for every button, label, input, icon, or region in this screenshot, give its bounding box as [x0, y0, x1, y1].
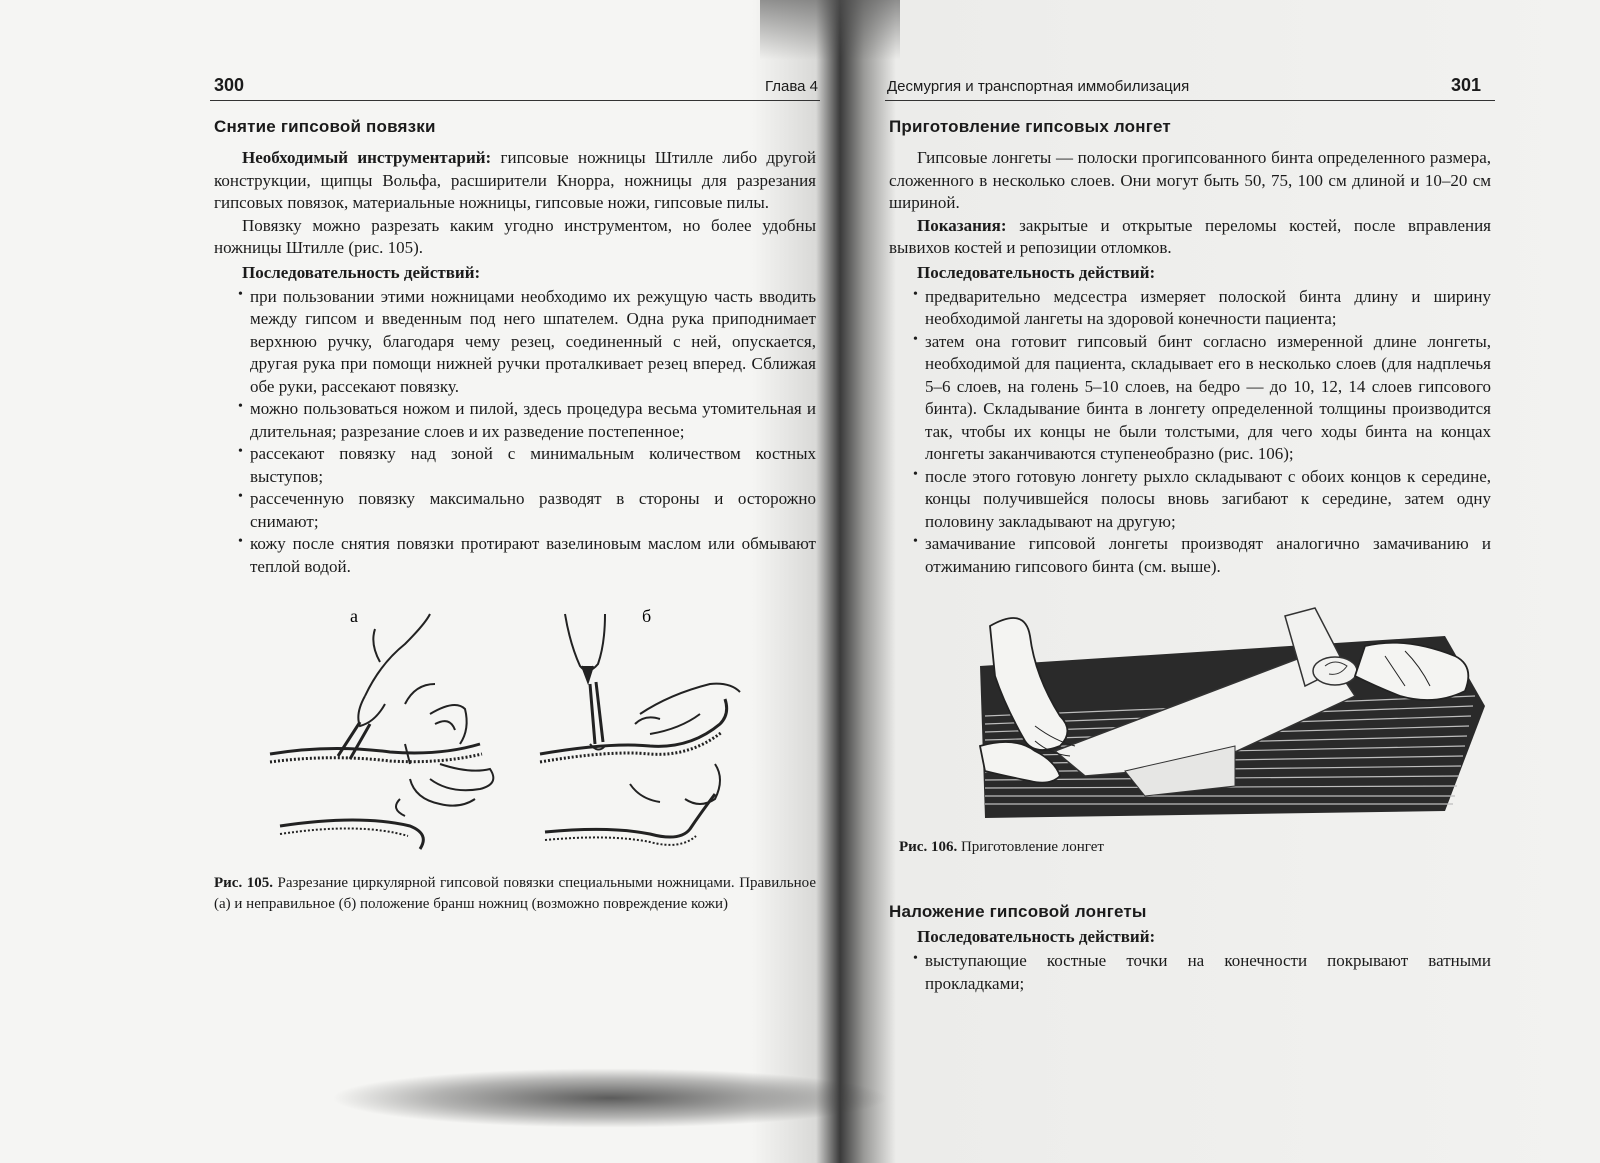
section-title: Приготовление гипсовых лонгет	[889, 117, 1171, 136]
list-item: • можно пользоваться ножом и пилой, здесь процедура весьма утомительная и длительная; разрезание слоев и их разведение постепенное;	[238, 398, 816, 443]
figure-105-illustration	[210, 604, 810, 859]
caption-text: Приготовление лонгет	[957, 839, 1104, 855]
paragraph-text: закрытые и открытые переломы костей, после вправления вывихов костей и репозиции отломков.	[889, 215, 1491, 257]
section-title-2: Наложение гипсовой лонгеты	[889, 902, 1147, 921]
list-item: • при пользовании этими ножницами необходимо их режущую часть вводить между гипсом и введенным под него шпателем. Одна рука приподнимает верхнюю ручку, благодаря чему резец, соединенный с ней, опускается, другая рука при помощи нижней ручки проталкивает резец вперед. Сближая обе руки, рассекают повязку.	[238, 286, 816, 399]
left-page	[210, 70, 820, 915]
left-page-header	[210, 70, 820, 101]
list-item: • замачивание гипсовой лонгеты производят аналогично замачиванию и отжиманию гипсового бинта (см. выше).	[913, 533, 1491, 578]
list-item: • рассекают повязку над зоной с минимальным количеством костных выступов;	[238, 443, 816, 488]
paragraph-lead: Необходимый инструментарий:	[242, 148, 492, 167]
page-number: 301	[1450, 75, 1481, 95]
gutter-top-shadow	[760, 0, 900, 60]
caption-label: Рис. 106.	[899, 839, 958, 855]
list-item: • затем она готовит гипсовый бинт согласно измеренной длине лонгеты, необходимой для пациента, складывает его в несколько слоев (для надплечья 5–6 слоев, на голень 5–10 слоев, на бедро — до 10, 12, 14 слоев гипсового бинта). Складывание бинта в лонгету определенной толщины производится так, чтобы их концы не были толстыми, для чего ходы бинта на концах лонгеты заканчиваются ступенеобразно (рис. 106);	[913, 331, 1491, 466]
bullet-list	[210, 286, 820, 579]
bullet-list	[885, 286, 1495, 579]
caption-label: Рис. 105.	[214, 875, 273, 891]
figure-106-caption	[885, 837, 1495, 858]
caption-text: Разрезание циркулярной гипсовой повязки специальными ножницами. Правильное (а) и неправильное (б) положение бранш ножниц (возможно повреждение кожи)	[214, 875, 816, 912]
figure-106-illustration	[885, 596, 1485, 821]
right-page-header	[885, 70, 1495, 101]
gutter-bottom-shadow	[330, 1068, 890, 1128]
figure-105	[210, 604, 820, 859]
paragraph-definition: Гипсовые лонгеты — полоски прогипсованного бинта определенного размера, сложенного в несколько слоев. Они могут быть 50, 75, 100 см длиной и 10–20 см шириной.	[889, 148, 1491, 212]
list-item: • предварительно медсестра измеряет полоской бинта длину и ширину необходимой лангеты на здоровой конечности пациента;	[913, 286, 1491, 331]
paragraph-instruments	[210, 147, 820, 215]
bullet-list	[885, 950, 1495, 995]
paragraph-lead: Показания:	[917, 215, 1007, 235]
running-head: Десмургия и транспортная иммобилизация	[887, 78, 1190, 95]
paragraph-scissors: Повязку можно разрезать каким угодно инструментом, но более удобны ножницы Штилле (рис. 105).	[214, 215, 816, 257]
section-title: Снятие гипсовой повязки	[214, 117, 436, 136]
sequence-heading: Последовательность действий:	[242, 262, 481, 282]
figure-105-caption	[210, 873, 820, 915]
right-page	[885, 70, 1495, 995]
running-head: Глава 4	[764, 78, 818, 95]
figure-label-b: б	[642, 606, 652, 626]
list-item: • после этого готовую лонгету рыхло складывают с обоих концов к середине, концы получившейся полосы вновь загибают к середине, затем одну половину закладывают на другую;	[913, 466, 1491, 534]
list-item: • выступающие костные точки на конечности покрывают ватными прокладками;	[913, 950, 1491, 995]
list-item: • кожу после снятия повязки протирают вазелиновым маслом или обмывают теплой водой.	[238, 533, 816, 578]
figure-106	[885, 596, 1495, 821]
paragraph-indications	[885, 215, 1495, 260]
page-number: 300	[214, 75, 245, 95]
sequence-heading: Последовательность действий:	[917, 927, 1156, 946]
paragraph-text: гипсовые ножницы Штилле либо другой конструкции, щипцы Вольфа, расширители Кнорра, ножницы для разрезания гипсовых повязок, материальные ножницы, гипсовые ножи, гипсовые пилы.	[214, 148, 816, 212]
figure-label-a: а	[350, 606, 358, 626]
sequence-heading: Последовательность действий:	[917, 262, 1156, 282]
list-item: • рассеченную повязку максимально разводят в стороны и осторожно снимают;	[238, 488, 816, 533]
